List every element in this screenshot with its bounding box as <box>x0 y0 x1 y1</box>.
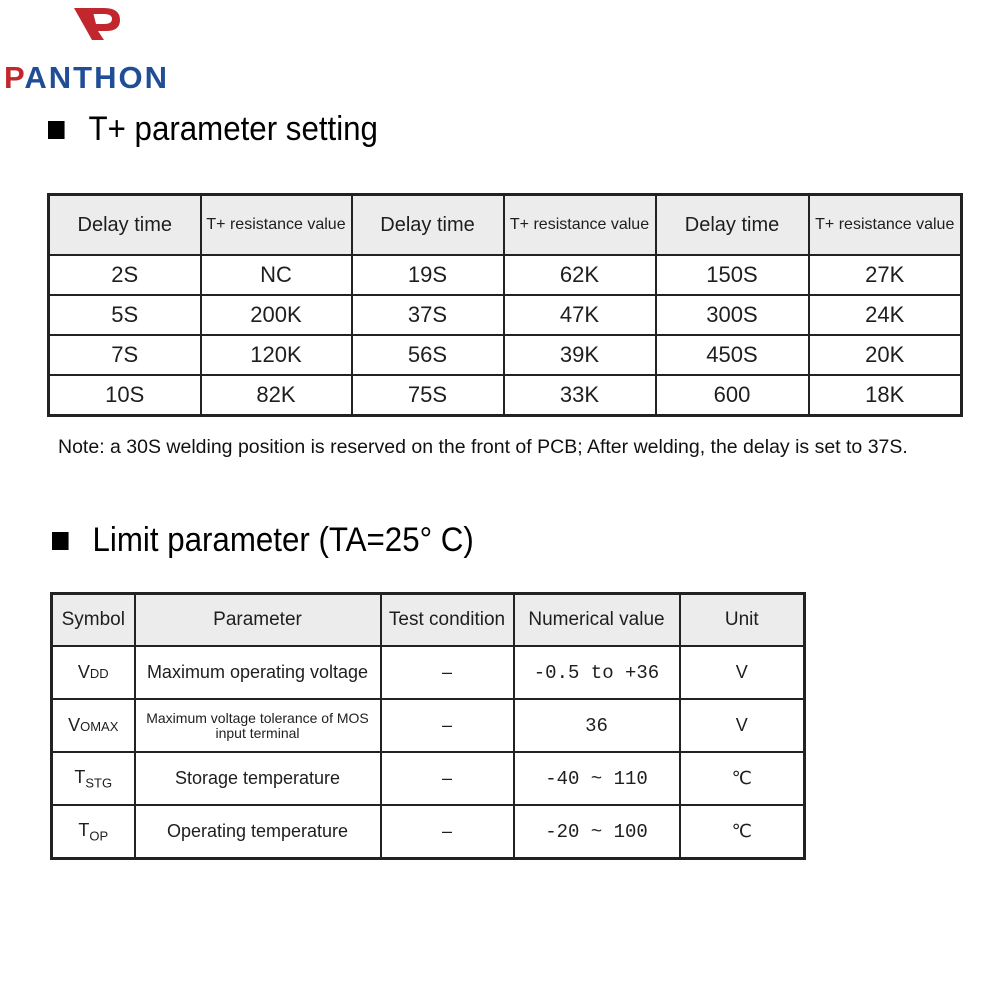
header-resistance-value: T+ resistance value <box>504 195 656 256</box>
resistance-value-cell: 82K <box>201 375 352 416</box>
square-bullet-icon <box>48 121 65 139</box>
section-title-t-plus <box>48 110 378 149</box>
table-row <box>49 295 962 335</box>
resistance-value-cell: 20K <box>809 335 962 375</box>
header-parameter: Parameter <box>135 594 381 647</box>
table-row <box>49 375 962 416</box>
delay-time-cell: 7S <box>49 335 201 375</box>
delay-time-cell: 19S <box>352 255 504 295</box>
numerical-value-cell: 36 <box>514 699 680 752</box>
header-resistance-value: T+ resistance value <box>809 195 962 256</box>
brand-name <box>4 60 214 96</box>
header-delay-time: Delay time <box>352 195 504 256</box>
symbol-cell <box>52 699 135 752</box>
note-text: Note: a 30S welding position is reserved on the front of PCB; After welding, the delay is set to 37S. <box>58 436 908 458</box>
unit-cell: V <box>680 646 805 699</box>
symbol-main: V <box>77 662 90 682</box>
delay-time-cell: 150S <box>656 255 809 295</box>
table-row <box>49 335 962 375</box>
resistance-value-cell: 27K <box>809 255 962 295</box>
resistance-value-cell: NC <box>201 255 352 295</box>
delay-time-cell: 5S <box>49 295 201 335</box>
delay-time-cell: 56S <box>352 335 504 375</box>
table-row <box>52 805 805 859</box>
symbol-cell <box>52 805 135 859</box>
symbol-main: T <box>74 766 86 787</box>
header-resistance-value: T+ resistance value <box>201 195 352 256</box>
resistance-value-cell: 39K <box>504 335 656 375</box>
table-row <box>52 699 805 752</box>
brand-logo <box>4 4 214 96</box>
symbol-subscript: DD <box>89 666 109 681</box>
resistance-value-cell: 24K <box>809 295 962 335</box>
t-plus-parameter-table <box>47 193 963 417</box>
parameter-cell: Maximum voltage tolerance of MOS input terminal <box>135 699 381 752</box>
parameter-cell: Operating temperature <box>135 805 381 859</box>
header-test-condition: Test condition <box>381 594 514 647</box>
resistance-value-cell: 18K <box>809 375 962 416</box>
symbol-main: V <box>68 715 81 735</box>
resistance-value-cell: 33K <box>504 375 656 416</box>
numerical-value-cell: -20 ~ 100 <box>514 805 680 859</box>
square-bullet-icon <box>52 532 69 550</box>
section-title-text: T+ parameter setting <box>88 110 378 148</box>
header-symbol: Symbol <box>52 594 135 647</box>
table-row <box>49 255 962 295</box>
test-condition-cell: – <box>381 752 514 805</box>
symbol-cell <box>52 646 135 699</box>
delay-time-cell: 37S <box>352 295 504 335</box>
resistance-value-cell: 47K <box>504 295 656 335</box>
delay-time-cell: 2S <box>49 255 201 295</box>
symbol-subscript: STG <box>85 775 113 791</box>
unit-cell: V <box>680 699 805 752</box>
table-row <box>52 752 805 805</box>
parameter-cell: Maximum operating voltage <box>135 646 381 699</box>
parameter-cell: Storage temperature <box>135 752 381 805</box>
limit-parameter-table <box>50 592 806 860</box>
test-condition-cell: – <box>381 699 514 752</box>
table-header-row <box>49 195 962 256</box>
resistance-value-cell: 200K <box>201 295 352 335</box>
resistance-value-cell: 62K <box>504 255 656 295</box>
header-delay-time: Delay time <box>49 195 201 256</box>
header-numerical-value: Numerical value <box>514 594 680 647</box>
delay-time-cell: 450S <box>656 335 809 375</box>
symbol-cell <box>52 752 135 805</box>
header-unit: Unit <box>680 594 805 647</box>
table-header-row <box>52 594 805 647</box>
delay-time-cell: 75S <box>352 375 504 416</box>
header-delay-time: Delay time <box>656 195 809 256</box>
numerical-value-cell: -40 ~ 110 <box>514 752 680 805</box>
unit-cell: ℃ <box>680 752 805 805</box>
symbol-main: T <box>78 819 90 840</box>
numerical-value-cell: -0.5 to +36 <box>514 646 680 699</box>
rp-logo-icon <box>70 4 126 44</box>
test-condition-cell: – <box>381 646 514 699</box>
delay-time-cell: 10S <box>49 375 201 416</box>
section-title-limit-parameter <box>52 521 474 560</box>
brand-name-first: P <box>4 60 25 95</box>
delay-time-cell: 600 <box>656 375 809 416</box>
symbol-subscript: OP <box>89 828 109 844</box>
delay-time-cell: 300S <box>656 295 809 335</box>
brand-name-rest: ANTHON <box>24 60 169 95</box>
test-condition-cell: – <box>381 805 514 859</box>
section-title-text: Limit parameter (TA=25° C) <box>92 521 474 559</box>
symbol-subscript: OMAX <box>80 719 119 734</box>
unit-cell: ℃ <box>680 805 805 859</box>
table-row <box>52 646 805 699</box>
resistance-value-cell: 120K <box>201 335 352 375</box>
